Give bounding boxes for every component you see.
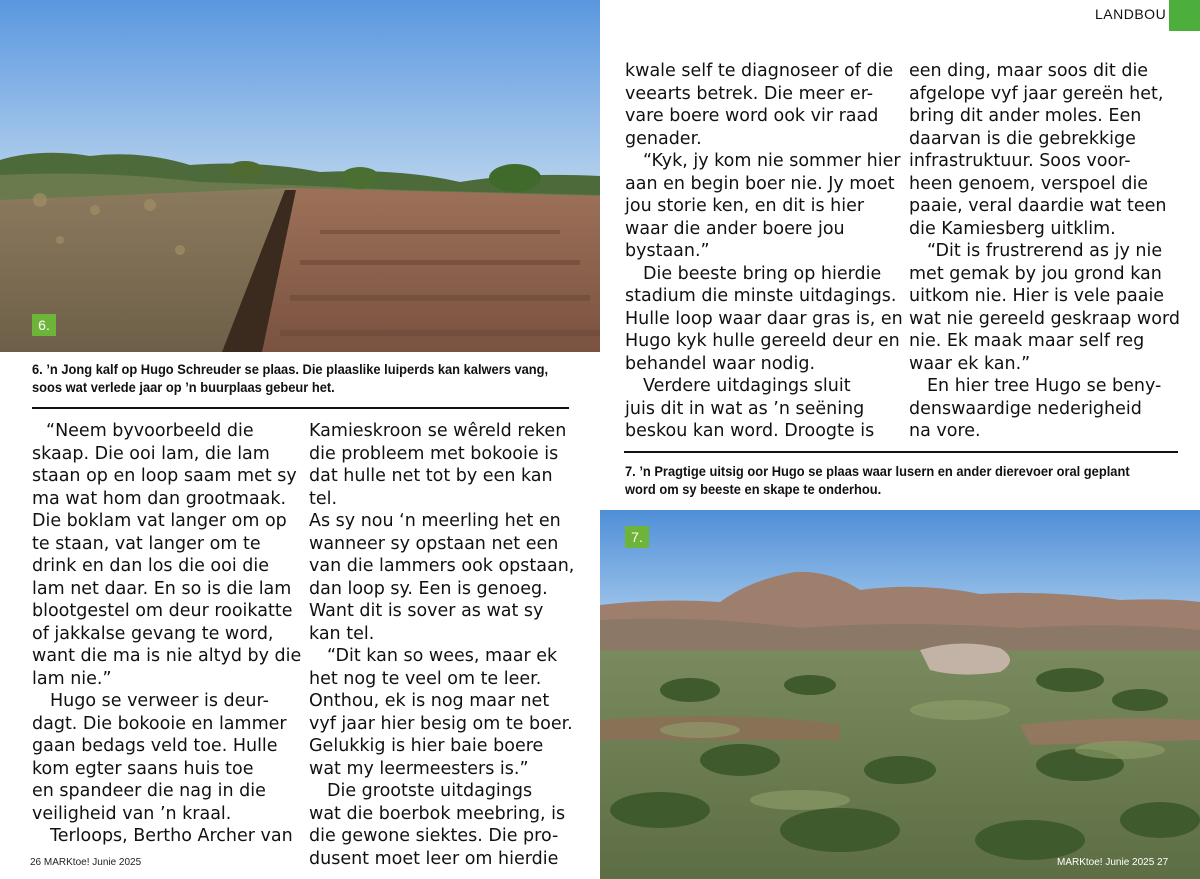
paragraph: Terloops, Bertho Archer van (50, 826, 293, 846)
paragraph: Hugo se verweer is deur- dagt. Die bokooie en lammer gaan bedags veld toe. Hulle kom egter saans huis toe en spandeer die nag in die veiligheid van ’n kraal. (32, 691, 287, 824)
paragraph: Kamieskroon se wêreld reken die probleem met bokooie is dat hulle net tot by een kan tel. As sy nou ‘n meerling het en wanneer sy opstaan net een van die lammers ook opstaan, dan loop sy. Een is genoeg. Want dit is sover as wat sy kan tel. (309, 421, 575, 644)
photo-6-field (0, 0, 600, 352)
paragraph: “Kyk, jy kom nie sommer hier aan en begin boer nie. Jy moet jou storie ken, en dit is hier waar die ander boere jou bystaan.” (625, 151, 901, 261)
left-caption-rule (32, 407, 569, 409)
paragraph: Die beeste bring op hierdie stadium die minste uitdagings. Hulle loop waar daar gras is, en Hugo kyk hulle gereeld deur en behandel waar nodig. (625, 263, 903, 374)
paragraph: “Dit kan so wees, maar ek het nog te veel om te leer. Onthou, ek is nog maar net vyf jaar hier besig om te boer. Gelukkig is hier baie boere wat my leermeesters is.” (309, 646, 573, 779)
photo-7-number-badge: 7. (625, 526, 649, 548)
right-text-column-1 (625, 60, 905, 443)
paragraph: Verdere uitdagings sluit juis dit in wat as ’n seëning beskou kan word. Droogte is (625, 376, 875, 441)
paragraph: “Dit is frustrerend as jy nie met gemak by jou grond kan uitkom nie. Hier is vele paaie wat nie gereeld geskraap word nie. Ek maak maar self reg waar ek kan.” (909, 241, 1180, 374)
paragraph: En hier tree Hugo se beny- denswaardige nederigheid na vore. (909, 376, 1162, 441)
paragraph: “Neem byvoorbeeld die skaap. Die ooi lam, die lam staan op en loop saam met sy ma wat hom dan grootmaak. Die boklam vat langer om op te staan, vat langer om te drink en dan los die ooi die lam net daar. En so is die lam blootgestel om deur rooikatte of jakkalse gevang te word, want die ma is nie altyd by die lam nie.” (32, 421, 302, 689)
right-caption-rule (624, 451, 1178, 453)
left-text-column-1 (32, 420, 302, 848)
left-page-footer: 26 MARKtoe! Junie 2025 (30, 857, 142, 868)
ploughed-field-image (0, 0, 600, 352)
right-text-column-2 (909, 60, 1194, 443)
paragraph: een ding, maar soos dit die afgelope vyf jaar gereën het, bring dit ander moles. Een daarvan is die gebrekkige infrastruktuur. Soos voor- heen genoem, verspoel die paaie, veral daardie wat teen die Kamiesberg uitklim. (909, 61, 1167, 239)
photo-7-caption: 7. ’n Pragtige uitsig oor Hugo se plaas waar lusern en ander dierevoer oral geplant word om sy beeste en skape te onderhou. (625, 463, 1130, 497)
photo-6-caption: 6. ’n Jong kalf op Hugo Schreuder se plaas. Die plaaslike luiperds kan kalwers vang, soos wat verlede jaar op ’n buurplaas gebeur het. (32, 361, 549, 395)
paragraph: kwale self te diagnoseer of die veearts betrek. Die meer er- vare boere word ook vir raad genader. (625, 61, 894, 149)
right-section-label: LANDBOU (1095, 6, 1167, 22)
right-page-footer: MARKtoe! Junie 2025 27 (1057, 857, 1169, 868)
photo-7-landscape (600, 510, 1200, 879)
right-section-tab (1169, 0, 1200, 31)
paragraph: Die grootste uitdagings wat die boerbok meebring, is die gewone siektes. Die pro- dusent moet leer om hierdie (309, 781, 566, 869)
landscape-image (600, 510, 1200, 879)
left-text-column-2 (309, 420, 579, 870)
photo-6-number-badge: 6. (32, 314, 56, 336)
